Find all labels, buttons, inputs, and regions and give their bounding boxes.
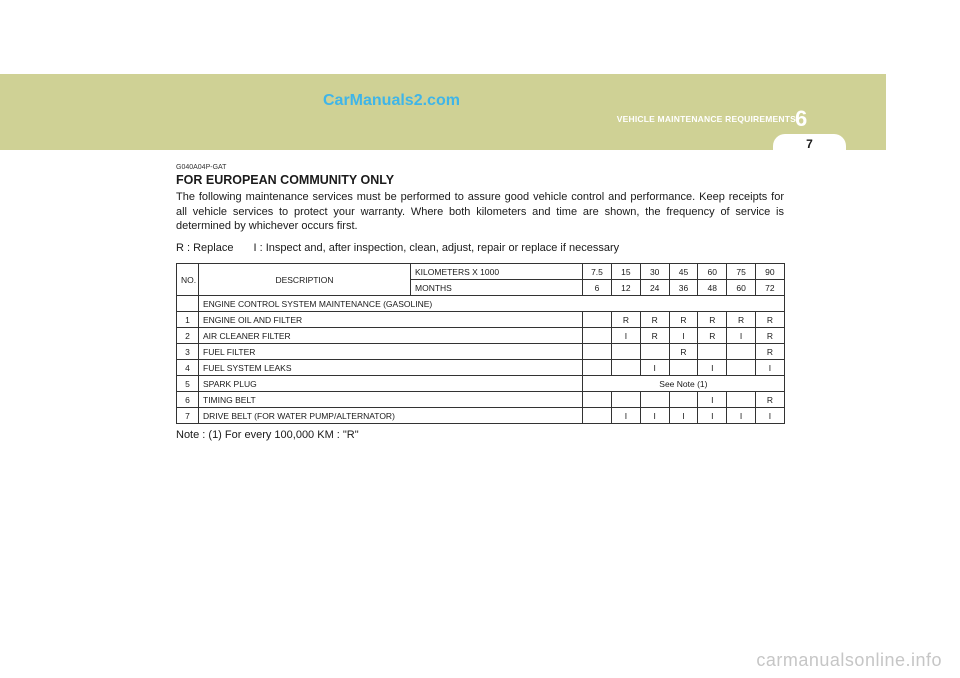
row-value: I xyxy=(640,408,669,424)
row-value: R xyxy=(669,312,698,328)
row-value: I xyxy=(612,408,641,424)
km-cell: 45 xyxy=(669,264,698,280)
km-cell: 7.5 xyxy=(583,264,612,280)
col-header-description: DESCRIPTION xyxy=(199,264,411,296)
table-row xyxy=(177,392,785,408)
row-value: I xyxy=(669,408,698,424)
months-cell: 36 xyxy=(669,280,698,296)
row-value xyxy=(583,344,612,360)
row-value: I xyxy=(640,360,669,376)
row-value: I xyxy=(755,408,784,424)
months-cell: 72 xyxy=(755,280,784,296)
row-no: 1 xyxy=(177,312,199,328)
legend-replace: R : Replace xyxy=(176,242,234,254)
row-value xyxy=(727,360,756,376)
row-value: R xyxy=(698,312,727,328)
row-description: ENGINE OIL AND FILTER xyxy=(199,312,583,328)
row-value: R xyxy=(755,328,784,344)
row-description: FUEL SYSTEM LEAKS xyxy=(199,360,583,376)
row-value: R xyxy=(640,312,669,328)
row-description: TIMING BELT xyxy=(199,392,583,408)
row-value xyxy=(583,392,612,408)
doc-code: G040A04P-GAT xyxy=(176,164,227,171)
row-no: 2 xyxy=(177,328,199,344)
months-cell: 48 xyxy=(698,280,727,296)
footer-watermark-link[interactable]: carmanualsonline.info xyxy=(756,650,942,670)
row-value: I xyxy=(698,408,727,424)
header-row-km xyxy=(177,264,785,280)
chapter-number: 6 xyxy=(795,106,808,131)
legend xyxy=(176,242,619,254)
legend-inspect: I : Inspect and, after inspection, clean, adjust, repair or replace if necessary xyxy=(253,242,620,254)
table-row xyxy=(177,312,785,328)
doc-heading: FOR EUROPEAN COMMUNITY ONLY xyxy=(176,173,395,187)
row-value: R xyxy=(755,392,784,408)
row-value: R xyxy=(755,344,784,360)
row-value xyxy=(583,312,612,328)
table-row xyxy=(177,344,785,360)
table-row xyxy=(177,328,785,344)
row-no: 7 xyxy=(177,408,199,424)
row-description: AIR CLEANER FILTER xyxy=(199,328,583,344)
row-span-note: See Note (1) xyxy=(583,376,785,392)
row-value xyxy=(640,344,669,360)
row-value: I xyxy=(669,328,698,344)
row-no: 4 xyxy=(177,360,199,376)
months-cell: 24 xyxy=(640,280,669,296)
col-header-no: NO. xyxy=(177,264,199,296)
km-cell: 75 xyxy=(727,264,756,280)
row-value: I xyxy=(727,328,756,344)
row-value: R xyxy=(755,312,784,328)
row-value: I xyxy=(698,360,727,376)
months-cell: 12 xyxy=(612,280,641,296)
row-description: FUEL FILTER xyxy=(199,344,583,360)
row-value xyxy=(669,360,698,376)
months-cell: 6 xyxy=(583,280,612,296)
row-value: I xyxy=(612,328,641,344)
row-no: 5 xyxy=(177,376,199,392)
months-cell: 60 xyxy=(727,280,756,296)
maintenance-schedule-table xyxy=(176,263,785,424)
page-number: 7 xyxy=(806,137,813,151)
row-value: I xyxy=(727,408,756,424)
row-value: R xyxy=(669,344,698,360)
row-value xyxy=(727,392,756,408)
row-value xyxy=(698,344,727,360)
row-description: DRIVE BELT (FOR WATER PUMP/ALTERNATOR) xyxy=(199,408,583,424)
row-value: R xyxy=(640,328,669,344)
row-value xyxy=(612,344,641,360)
row-value: R xyxy=(612,312,641,328)
km-cell: 60 xyxy=(698,264,727,280)
site-watermark-link[interactable]: CarManuals2.com xyxy=(323,92,460,109)
group-row xyxy=(177,296,785,312)
group-no-cell xyxy=(177,296,199,312)
table-row xyxy=(177,408,785,424)
km-label: KILOMETERS X 1000 xyxy=(411,264,583,280)
row-value xyxy=(612,392,641,408)
header-band xyxy=(0,74,886,150)
footnote: Note : (1) For every 100,000 KM : "R" xyxy=(176,429,359,441)
row-value xyxy=(583,408,612,424)
months-label: MONTHS xyxy=(411,280,583,296)
row-value xyxy=(583,328,612,344)
table-row xyxy=(177,360,785,376)
row-value: R xyxy=(727,312,756,328)
row-value xyxy=(612,360,641,376)
row-value: R xyxy=(698,328,727,344)
km-cell: 90 xyxy=(755,264,784,280)
row-value xyxy=(583,360,612,376)
row-value: I xyxy=(755,360,784,376)
row-value xyxy=(669,392,698,408)
intro-paragraph: The following maintenance services must be performed to assure good vehicle control and performance. Keep receipts for all vehicle services to protect your warranty. Where both kilometers and time are shown, the frequency of service is determined by whichever occurs first. xyxy=(176,191,784,232)
row-value: I xyxy=(698,392,727,408)
row-description: SPARK PLUG xyxy=(199,376,583,392)
row-value xyxy=(727,344,756,360)
group-label: ENGINE CONTROL SYSTEM MAINTENANCE (GASOLINE) xyxy=(199,296,785,312)
section-title: VEHICLE MAINTENANCE REQUIREMENTS xyxy=(616,114,796,124)
row-no: 3 xyxy=(177,344,199,360)
row-value xyxy=(640,392,669,408)
row-no: 6 xyxy=(177,392,199,408)
table-row xyxy=(177,376,785,392)
km-cell: 30 xyxy=(640,264,669,280)
km-cell: 15 xyxy=(612,264,641,280)
